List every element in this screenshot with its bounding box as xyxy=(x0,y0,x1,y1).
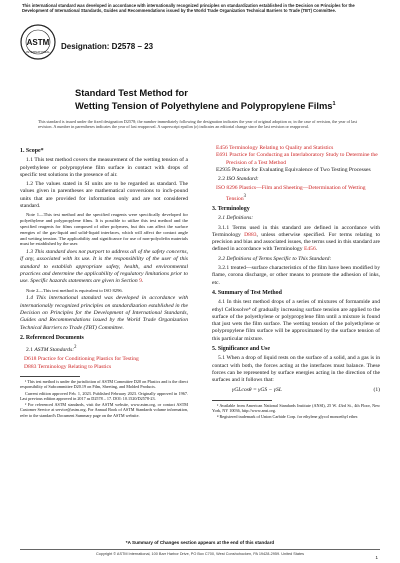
paragraph-1-3: 1.3 This standard does not purport to address all of the safety concerns, if any, associated with its use. It is the responsibility of the user of this standard to establish appropriate safety, health, and environmental practices and determine the applicability of regulatory limitations prior to use. Specific hazards statements are given in Section 9. xyxy=(20,249,188,285)
section-9-link[interactable]: 9 xyxy=(139,278,142,285)
standard-title xyxy=(75,87,375,111)
paragraph-3-2: 3.2 Definitions of Terms Specific to This Standard: xyxy=(218,255,332,262)
equation-1 xyxy=(232,387,380,394)
left-column xyxy=(20,145,188,419)
summary-of-changes-note: *A Summary of Changes section appears at the end of this standard xyxy=(125,540,275,545)
paragraph-1-4: 1.4 This international standard was developed in accordance with internationally recognized principles on standardization established in the Decision on Principles for the Development of International Standards, Guides and Recommendations issued by the World Trade Organization Technical Barriers to Trade (TBT) Committee. xyxy=(20,295,188,331)
reference-e691: E691 Practice for Conducting an Interlaboratory Study to Determine the Precision of a Test Method xyxy=(216,152,378,166)
paragraph-2-2: 2.2 ISO Standard: xyxy=(218,176,259,183)
footnote-1: ¹ This test method is under the jurisdiction of ASTM Committee D20 on Plastics and is the direct responsibility of Subcommittee D20.19 on Film, Sheeting, and Molded Products. xyxy=(20,378,188,390)
d618-link[interactable]: D618 xyxy=(24,356,37,363)
paragraph-1-2: 1.2 The values stated in SI units are to be regarded as standard. The values given in parentheses are mathematical conversions to inch-pound units that are provided for information only and are not considered standard. xyxy=(20,181,188,210)
summary-heading: 4. Summary of Test Method xyxy=(212,289,282,296)
equation-number: (1) xyxy=(373,387,380,394)
astm-logo xyxy=(20,24,56,60)
paragraph-3-1-1: 3.1.1 Terms used in this standard are defined in accordance with Terminology D883, unless otherwise specified. For terms relating to precision and bias and associated issues, the terms used in this standard are defined in accordance with Terminology E456. xyxy=(212,224,381,253)
title-line-1: Standard Test Method for xyxy=(75,87,188,98)
paragraph-3-1: 3.1 Definitions: xyxy=(218,215,254,222)
significance-heading: 5. Significance and Use xyxy=(212,345,270,352)
title-footnote-mark[interactable]: 1 xyxy=(332,100,336,107)
footnote-2-mark[interactable]: 2 xyxy=(74,345,77,351)
e691-link[interactable]: E691 xyxy=(216,152,228,159)
reference-d883: D883 Terminology Relating to Plastics xyxy=(24,363,112,370)
iso-8296-link[interactable]: ISO 8296 xyxy=(216,185,238,192)
astm-logo-icon xyxy=(20,24,56,60)
footnote-rule xyxy=(20,376,80,377)
d883-link[interactable]: D883 xyxy=(24,363,37,370)
e456-link[interactable]: E456 xyxy=(216,145,228,151)
copyright-line: Copyright © ASTM International, 100 Barr Harbor Drive, PO Box C700, West Conshohocken, PA 19428-2959. United States xyxy=(20,549,380,556)
footnote-rule-right xyxy=(212,400,272,401)
reference-e2935: E2935 Practice for Evaluating Equivalence of Two Testing Processes xyxy=(216,166,371,173)
paragraph-3-2-1: 3.2.1 treated—surface characteristics of the film have been modified by flame, corona discharge, or other means to promote the adhesion of inks, etc. xyxy=(212,265,380,286)
svg-text:INTERNATIONAL: INTERNATIONAL xyxy=(26,50,50,54)
reference-d618: D618 Practice for Conditioning Plastics for Testing xyxy=(24,356,139,363)
designation: Designation: D2578 – 23 xyxy=(61,42,154,51)
reference-e456: E456 Terminology Relating to Quality and Statistics xyxy=(216,145,334,151)
note-1: Note 1—This test method and the specified reagents were specifically developed for polyethylene and polypropylene films. It is possible to utilize this test method and the specified reagents for films composed of other polymers, but this can affect the surface energies of the gas-liquid and solid-liquid interfaces, which will affect the contact angle and wetting tension. The applicability and significance for use of non-polyolefin materials must be established by the user. xyxy=(20,212,188,247)
paragraph-4-1: 4.1 In this test method drops of a series of mixtures of formamide and ethyl Cellosolve⁴ of gradually increasing surface tension are applied to the surface of the polyethylene or polypropylene film until a mixture is found that just wets the film surface. The wetting tension of the polyethylene or polypropylene film surface will be approximated by the surface tension of this particular mixture. xyxy=(212,299,380,342)
terminology-heading: 3. Terminology xyxy=(212,205,250,212)
footnote-3-mark[interactable]: 3 xyxy=(243,193,246,199)
footnote-1-edition: Current edition approved Feb. 1, 2023. Published February 2023. Originally approved in 1967. Last previous edition approved in 2017 as D2578 – 17. DOI: 10.1520/D2578-23. xyxy=(20,390,188,401)
reference-iso-8296: ISO 8296 Plastics—Film and Sheeting—Determination of Wetting Tension$^3$ xyxy=(216,185,366,202)
equation-text: γGLcosθ = γGS − γSL xyxy=(232,387,282,394)
d883-term-link[interactable]: D883 xyxy=(244,231,257,238)
issued-note: This standard is issued under the fixed designation D2578; the number immediately following the designation indicates the year of original adoption or, in the case of revision, the year of last revision. A number in parentheses indicates the year of last reapproval. A superscript epsilon (ε) indicates an editorial change since the last revision or reapproval. xyxy=(38,119,357,130)
paragraph-5-1: 5.1 When a drop of liquid rests on the surface of a solid, and a gas is in contact with both, the forces acting at the interfaces must balance. These forces can be represented by surface energies acting in the direction of the surfaces and it follows that: xyxy=(212,355,380,384)
paragraph-1-1: 1.1 This test method covers the measurement of the wetting tension of a polyethylene or polypropylene film surface in contact with drops of specific test solutions in the presence of air. xyxy=(20,157,188,178)
page-number: 1 xyxy=(375,555,378,560)
note-2: Note 2—This test method is equivalent to ISO 8296. xyxy=(26,287,123,293)
header-note: This international standard was developed in accordance with internationally recognized principles on standardization established in the Decision on Principles for the Development of International Standards, Guides and Recommendations issued by the World Trade Organization Technical Barriers to Trade (TBT) Committee. xyxy=(22,3,355,13)
scope-heading: 1. Scope* xyxy=(20,148,44,154)
svg-text:ASTM: ASTM xyxy=(26,38,50,47)
e456-term-link[interactable]: E456 xyxy=(303,246,316,253)
footnote-3: ³ Available from American National Standards Institute (ANSI), 25 W. 43rd St., 4th Floor, New York, NY 10036, http://www.ansi.org. xyxy=(212,402,380,414)
referenced-documents-heading: 2. Referenced Documents xyxy=(20,334,84,341)
footnote-2: ² For referenced ASTM standards, visit the ASTM website, www.astm.org, or contact ASTM Customer Service at service@astm.org. For Annual Book of ASTM Standards volume information, refer to the standard's Document Summary page on the ASTM website. xyxy=(20,402,188,418)
footnote-4: ⁴ Registered trademark of Union Carbide Corp. for ethylene glycol monoethyl ether. xyxy=(217,414,359,420)
title-line-2: Wetting Tension of Polyethylene and Polypropylene Films$^1$ xyxy=(75,99,336,111)
right-column xyxy=(212,145,380,421)
paragraph-2-1: 2.1 ASTM Standards:$^2$ xyxy=(26,345,77,354)
